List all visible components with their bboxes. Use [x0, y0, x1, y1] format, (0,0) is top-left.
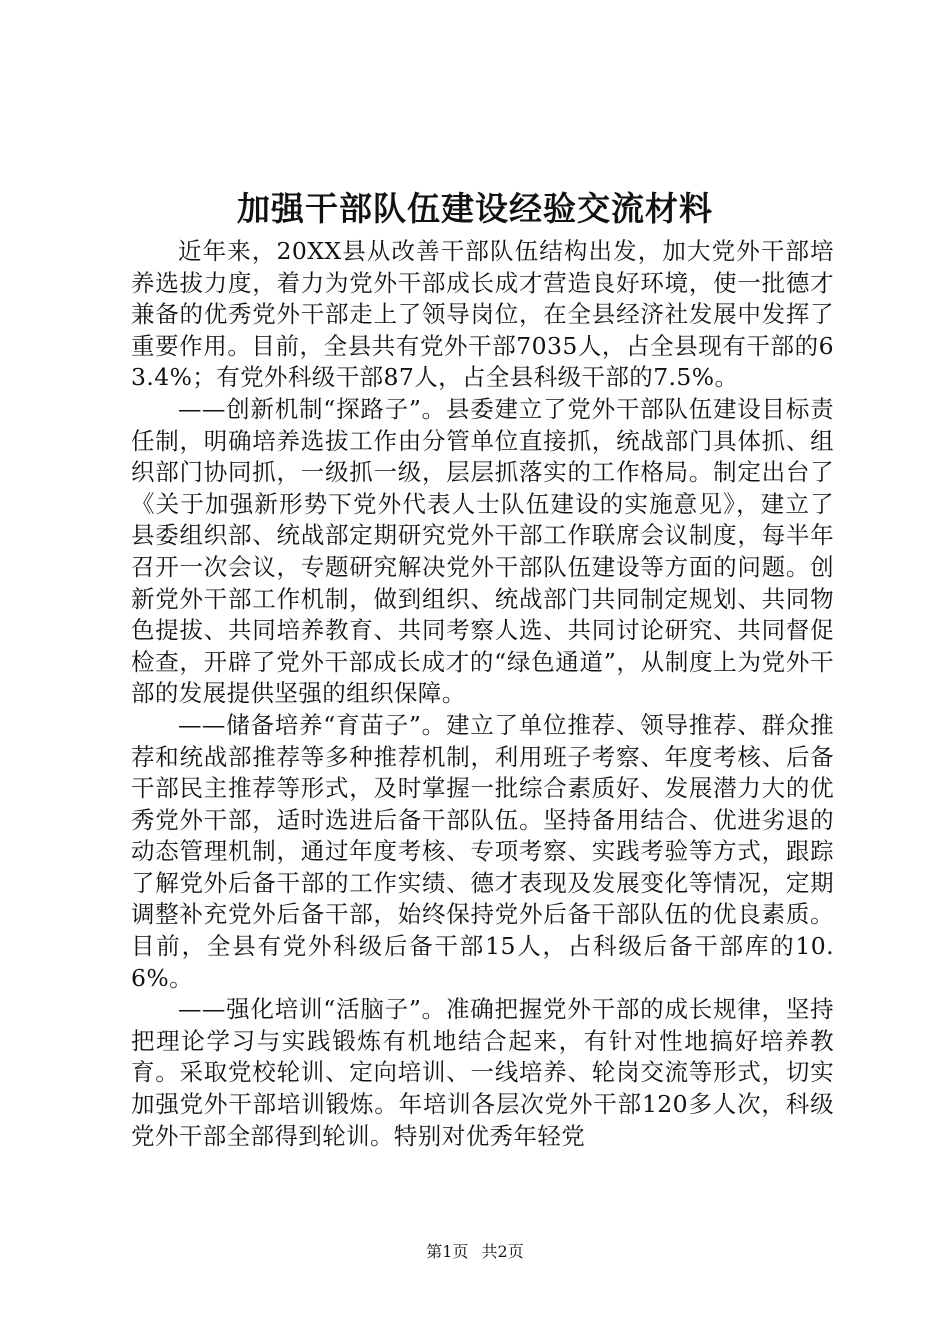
paragraph-reserve-training: ——储备培养“育苗子”。建立了单位推荐、领导推荐、群众推荐和统战部推荐等多种推荐机制，利用班子考察、年度考核、后备干部民主推荐等形式，及时掌握一批综合素质好、发展潜力大的优秀党外干部，适时选进后备干部队伍。坚持备用结合、优进劣退的动态管理机制，通过年度考核、专项考察、实践考验等方式，跟踪了解党外后备干部的工作实绩、德才表现及发展变化等情况，定期调整补充党外后备干部，始终保持党外后备干部队伍的优良素质。目前，全县有党外科级后备干部15人，占科级后备干部库的10.6%。 — [131, 710, 834, 992]
paragraph-mechanism: ——创新机制“探路子”。县委建立了党外干部队伍建设目标责任制，明确培养选拔工作由分管单位直接抓，统战部门具体抓、组织部门协同抓，一级抓一级，层层抓落实的工作格局。制定出台了《关于加强新形势下党外代表人士队伍建设的实施意见》，建立了县委组织部、统战部定期研究党外干部工作联席会议制度，每半年召开一次会议，专题研究解决党外干部队伍建设等方面的问题。创新党外干部工作机制，做到组织、统战部门共同制定规划、共同物色提拔、共同培养教育、共同考察人选、共同讨论研究、共同督促检查，开辟了党外干部成长成才的“绿色通道”，从制度上为党外干部的发展提供坚强的组织保障。 — [131, 394, 834, 708]
document-title: 加强干部队伍建设经验交流材料 — [237, 189, 713, 228]
paragraph-intro: 近年来，20XX县从改善干部队伍结构出发，加大党外干部培养选拔力度，着力为党外干部成长成才营造良好环境，使一批德才兼备的优秀党外干部走上了领导岗位，在全县经济社发展中发挥了重要作用。目前，全县共有党外干部7035人，占全县现有干部的63.4%；有党外科级干部87人，占全县科级干部的7.5%。 — [131, 237, 834, 392]
page-number-current: 第1页 — [426, 1242, 469, 1261]
page-number-total: 共2页 — [481, 1242, 524, 1261]
document-body — [131, 236, 834, 1152]
paragraph-strengthen-training: ——强化培训“活脑子”。准确把握党外干部的成长规律，坚持把理论学习与实践锻炼有机地结合起来，有针对性地搞好培养教育。采取党校轮训、定向培训、一线培养、轮岗交流等形式，切实加强党外干部培训锻炼。年培训各层次党外干部120多人次，科级党外干部全部得到轮训。特别对优秀年轻党 — [131, 995, 834, 1150]
page-footer — [0, 1240, 950, 1264]
